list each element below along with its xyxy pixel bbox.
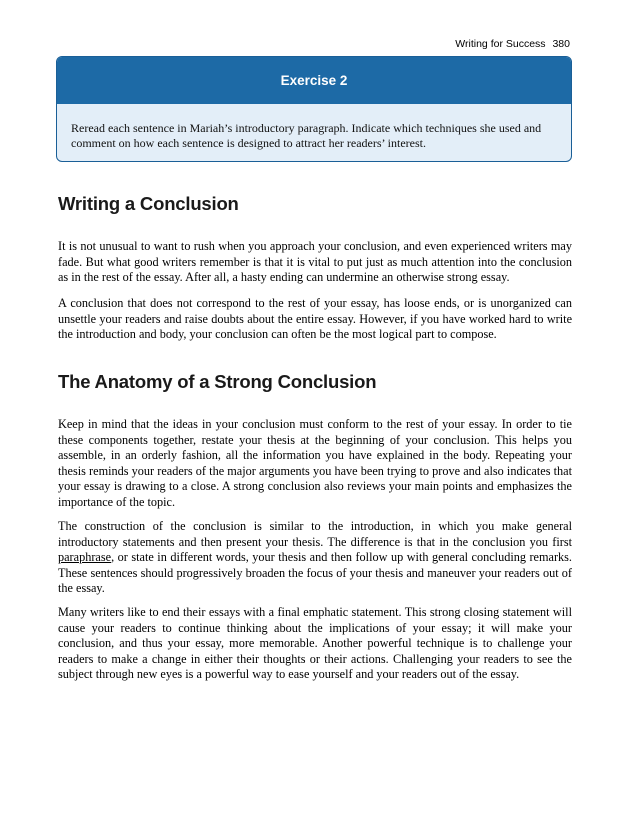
glossary-term-paraphrase[interactable]: paraphrase: [58, 550, 112, 565]
exercise-text: Reread each sentence in Mariah’s introductory paragraph. Indicate which techniques she used and comment on how each sentence is designed to attract her readers’ interest.: [71, 121, 542, 150]
paragraph-conclusion-1: It is not unusual to want to rush when you approach your conclusion, and even experienced writers may fade. But what good writers remember is that it is vital to put just as much attention into the conclusion as in the rest of the essay. After all, a hasty ending can undermine an otherwise strong essay.: [58, 239, 572, 285]
book-title: Writing for Success: [455, 38, 546, 50]
exercise-title: Exercise 2: [280, 73, 348, 88]
paragraph-anatomy-2: [58, 519, 572, 597]
exercise-box: [56, 56, 572, 162]
section-heading-anatomy: The Anatomy of a Strong Conclusion: [58, 371, 377, 392]
section-heading-writing-conclusion: Writing a Conclusion: [58, 193, 239, 214]
paragraph-anatomy-2-end: , or state in different words, your thesis and then follow up with general concluding remarks. These sentences should progressively broaden the focus of your thesis and maneuver your readers out of the essay.: [58, 550, 572, 596]
paragraph-conclusion-2: A conclusion that does not correspond to the rest of your essay, has loose ends, or is unorganized can unsettle your readers and raise doubts about the entire essay. However, if you have worked hard to write the introduction and body, your conclusion can often be the most logical part to compose.: [58, 296, 572, 342]
paragraph-anatomy-1: Keep in mind that the ideas in your conclusion must conform to the rest of your essay. In order to tie these components together, restate your thesis at the beginning of your conclusion. This helps you assemble, in an orderly fashion, all the information you have explained in the body. Repeating your thesis reminds your readers of the major arguments you have been trying to prove and also indicates that your essay is drawing to a close. A strong conclusion also reviews your main points and emphasizes the importance of the topic.: [58, 417, 572, 509]
paragraph-anatomy-2-start: The construction of the conclusion is similar to the introduction, in which you make general introductory statements and then present your thesis. The difference is that in the conclusion you first: [58, 519, 572, 549]
page-number: 380: [552, 38, 570, 50]
paragraph-anatomy-3: Many writers like to end their essays with a final emphatic statement. This strong closing statement will cause your readers to continue thinking about the implications of your essay; it will make your conclusion, and thus your essay, more memorable. Another powerful technique is to challenge your readers to make a change in either their thoughts or their actions. Challenging your readers to see the subject through new eyes is a powerful way to ease yourself and your readers out of the essay.: [58, 605, 572, 682]
running-head: [455, 38, 570, 50]
exercise-header: [57, 57, 571, 104]
